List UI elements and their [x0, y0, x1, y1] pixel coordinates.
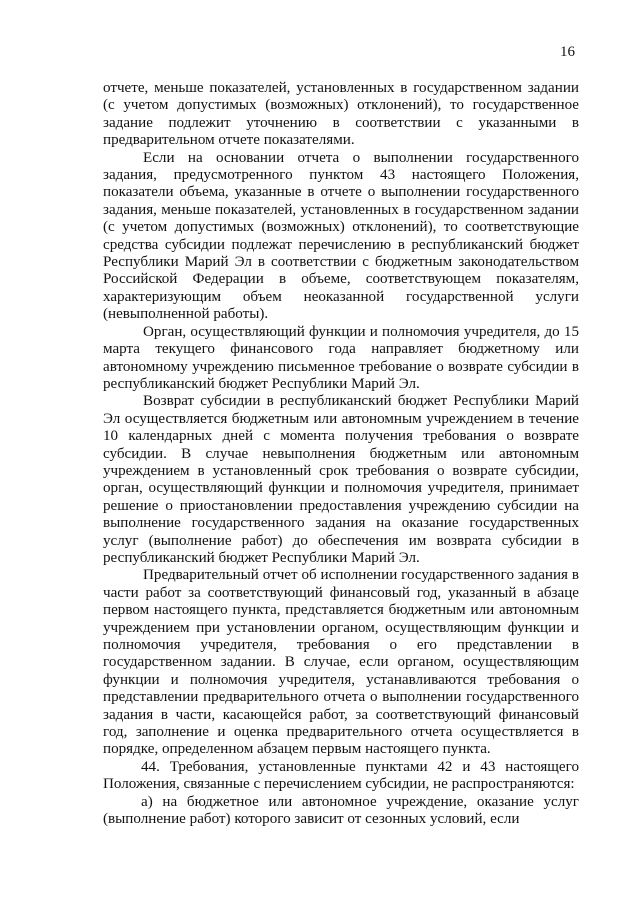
paragraph: отчете, меньше показателей, установленных в государственном задании (с учетом допустимых (возможных) отклонений), то государственное задание подлежит уточнению в соответствии с указанными в предварительном отчете показателями.	[103, 80, 579, 149]
paragraph: Возврат субсидии в республиканский бюджет Республики Марий Эл осуществляется бюджетным или автономным учреждением в течение 10 календарных дней с момента получения требования о возврате субсидии. В случае невыполнения бюджетным или автономным учреждением в установленный срок требования о возврате субсидии, орган, осуществляющий функции и полномочия учредителя, принимает решение о приостановлении предоставления учреждению субсидии на выполнение государственного задания на оказание государственных услуг (выполнение работ) до обеспечения им возврата субсидии в республиканский бюджет Республики Марий Эл.	[103, 393, 579, 566]
paragraph: 44. Требования, установленные пунктами 42 и 43 настоящего Положения, связанные с перечислением субсидии, не распространяются:	[103, 758, 579, 793]
page-number: 16	[560, 44, 575, 60]
paragraph: а) на бюджетное или автономное учреждение, оказание услуг (выполнение работ) которого зависит от сезонных условий, если	[103, 793, 579, 828]
paragraph: Предварительный отчет об исполнении государственного задания в части работ за соответствующий финансовый год, указанный в абзаце первом настоящего пункта, представляется бюджетным или автономным учреждением при установлении органом, осуществляющим функции и полномочия учредителя, требования о его представлении в государственном задании. В случае, если органом, осуществляющим функции и полномочия учредителя, устанавливаются требования о представлении предварительного отчета о выполнении государственного задания в части, касающейся работ, за соответствующий финансовый год, заполнение и оценка предварительного отчета осуществляется в порядке, определенном абзацем первым настоящего пункта.	[103, 567, 579, 758]
paragraph: Орган, осуществляющий функции и полномочия учредителя, до 15 марта текущего финансового года направляет бюджетному или автономному учреждению письменное требование о возврате субсидии в республиканский бюджет Республики Марий Эл.	[103, 323, 579, 392]
document-body	[103, 80, 579, 828]
paragraph: Если на основании отчета о выполнении государственного задания, предусмотренного пунктом 43 настоящего Положения, показатели объема, указанные в отчете о выполнении государственного задания, меньше показателей, установленных в государственном задании (с учетом допустимых (возможных) отклонений), то соответствующие средства субсидии подлежат перечислению в республиканский бюджет Республики Марий Эл в соответствии с бюджетным законодательством Российской Федерации в объеме, соответствующем показателям, характеризующим объем неоказанной государственной услуги (невыполненной работы).	[103, 149, 579, 323]
